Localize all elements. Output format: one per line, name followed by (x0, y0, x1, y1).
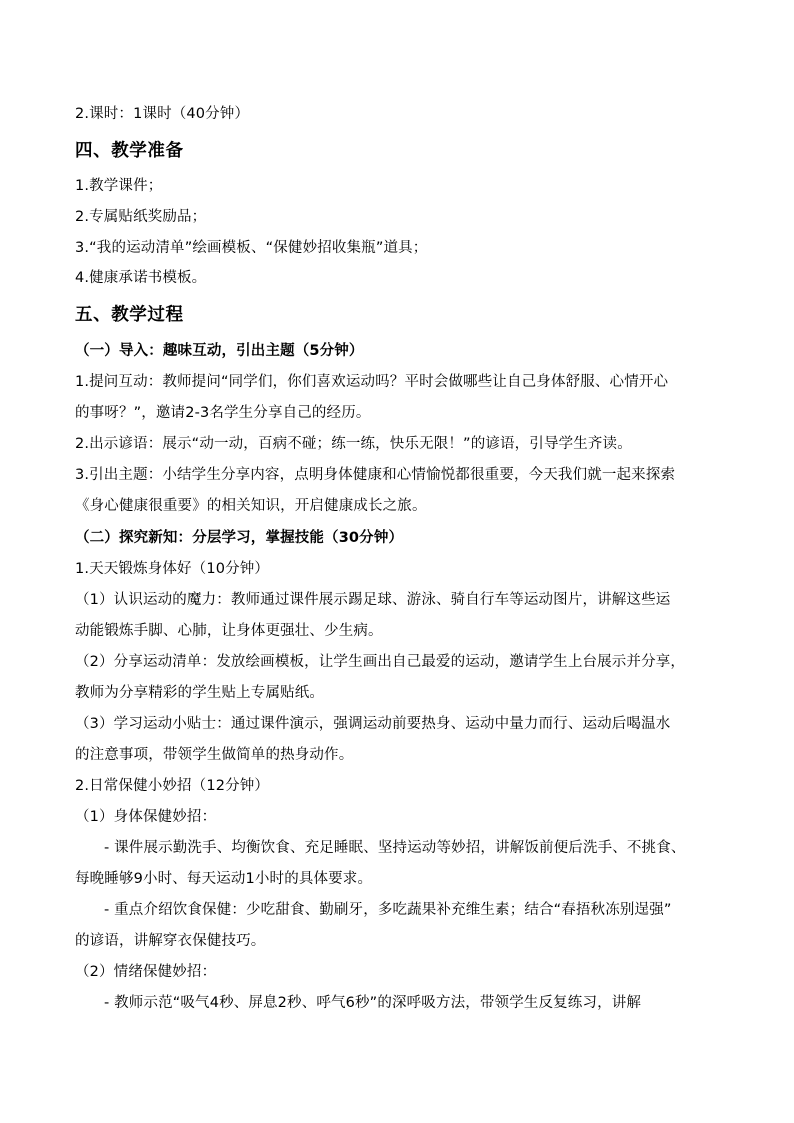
bullet-line: - 重点介绍饮食保健：少吃甜食、勤刷牙，多吃蔬果补充维生素；结合“春捂秋冻别逞强” (104, 902, 672, 918)
paragraph-line: 的注意事项，带领学生做简单的热身动作。 (75, 747, 354, 763)
list-item: 2.专属贴纸奖励品； (75, 209, 207, 225)
subsection-heading-intro: （一）导入：趣味互动，引出主题（5分钟） (75, 343, 364, 359)
paragraph-line: （1）身体保健妙招： (75, 809, 217, 825)
paragraph-line: （2）分享运动清单：发放绘画模板，让学生画出自己最爱的运动，邀请学生上台展示并分享， (75, 654, 686, 670)
paragraph-line: （1）认识运动的魔力：教师通过课件展示踢足球、游泳、骑自行车等运动图片，讲解这些运 (75, 592, 671, 608)
paragraph-line: 的事呀？”，邀请2-3名学生分享自己的经历。 (75, 405, 371, 421)
subsection-heading-explore: （二）探究新知：分层学习，掌握技能（30分钟） (75, 530, 404, 546)
section-heading-process: 五、教学过程 (75, 305, 184, 325)
bullet-line: - 课件展示勤洗手、均衡饮食、充足睡眠、坚持运动等妙招，讲解饭前便后洗手、不挑食、 (104, 840, 686, 856)
course-duration-line: 2.课时：1课时（40分钟） (75, 106, 250, 122)
paragraph-line: （2）情绪保健妙招： (75, 964, 217, 980)
paragraph-line: 教师为分享精彩的学生贴上专属贴纸。 (75, 685, 325, 701)
paragraph-line: 动能锻炼手脚、心肺，让身体更强壮、少生病。 (75, 623, 383, 639)
bullet-line: - 教师示范“吸气4秒、屏息2秒、呼气6秒”的深呼吸方法，带领学生反复练习，讲解 (104, 995, 642, 1011)
list-item: 1.教学课件； (75, 178, 163, 194)
paragraph-line: 2.出示谚语：展示“动一动，百病不碰；练一练，快乐无限！”的谚语，引导学生齐读。 (75, 436, 632, 452)
paragraph-line: 3.引出主题：小结学生分享内容，点明身体健康和心情愉悦都很重要，今天我们就一起来探索 (75, 467, 676, 483)
paragraph-line: 的谚语，讲解穿衣保健技巧。 (75, 933, 266, 949)
sub-item-heading: 2.日常保健小妙招（12分钟） (75, 778, 270, 794)
paragraph-line: （3）学习运动小贴士：通过课件演示，强调运动前要热身、运动中量力而行、运动后喝温水 (75, 716, 671, 732)
list-item: 3.“我的运动清单”绘画模板、“保健妙招收集瓶”道具； (75, 240, 428, 256)
section-heading-preparation: 四、教学准备 (75, 141, 184, 161)
list-item: 4.健康承诺书模板。 (75, 270, 207, 286)
paragraph-line: 每晚睡够9小时、每天运动1小时的具体要求。 (75, 871, 373, 887)
paragraph-line: 《身心健康很重要》的相关知识，开启健康成长之旅。 (75, 498, 427, 514)
sub-item-heading: 1.天天锻炼身体好（10分钟） (75, 561, 270, 577)
paragraph-line: 1.提问互动：教师提问“同学们，你们喜欢运动吗？平时会做哪些让自己身体舒服、心情开心 (75, 374, 669, 390)
